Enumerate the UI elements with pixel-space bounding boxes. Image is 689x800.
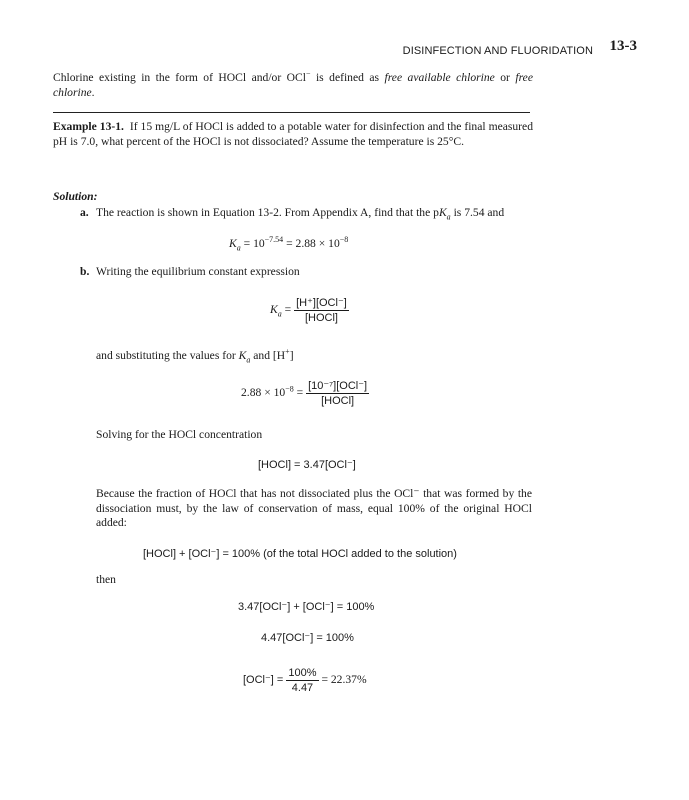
equation-ocl-result: [OCl⁻] = $\frac{100\%}{4.47}$ = 22.37% [243,667,367,694]
equation-ka-value: $K_a = 10^{-7.54} = 2.88 \times 10^{-8}$ [229,235,349,253]
result-fraction [286,666,318,695]
running-header-section: DISINFECTION AND FLUORIDATION [402,45,593,57]
result-fraction-numerator: 100% [288,667,317,679]
example-text: If 15 mg/L of HOCl is added to a potable water for disinfection and the final measured pH is 7.0, what percent of the HOCl is not dissociated? Assume the temperature is 25°C. [53,120,533,148]
equation-ka-expression: $K_a$ = $\frac{\text{[H⁺][OCl⁻]}}{\text{[HOCl]}}$ [270,297,347,324]
equation-combined: 4.47[OCl⁻] = 100% [261,632,354,644]
result-fraction-denominator: 4.47 [291,682,314,694]
equation-mass-balance: [HOCl] + [OCl⁻] = 100% (of the total HOCl added to the solution) [143,548,457,560]
substituted-fraction-numerator: [10⁻⁷][OCl⁻] [308,380,368,392]
ka-fraction [294,296,349,325]
solving-text: Solving for the HOCl concentration [96,428,263,441]
step-b-label: b. [80,265,90,278]
solution-heading: Solution: [53,190,98,203]
equation-hocl-concentration: [HOCl] = 3.47[OCl⁻] [258,459,356,471]
substituted-fraction-denominator: [HOCl] [321,395,355,407]
substitution-text: and substituting the values for $K_a$ and [H+] [96,347,294,365]
example-rule [53,112,530,113]
page-number: 13-3 [609,38,637,54]
step-a-label: a. [80,206,89,219]
intro-paragraph: Chlorine existing in the form of HOCl and/or OCl− is defined as free available chlorine or free chlorine. [53,69,533,99]
equation-substituted: $2.88 \times 10^{-8}$ = $\frac{\text{[10⁻⁷][OCl⁻]}}{\text{[HOCl]}}$ [241,380,368,407]
step-b-text: Writing the equilibrium constant expression [96,265,300,278]
example-paragraph [53,120,533,149]
ka-fraction-denominator: [HOCl] [304,312,338,324]
substituted-fraction [306,379,369,408]
step-a-text: The reaction is shown in Equation 13-2. From Appendix A, find that the $pK_a$ is 7.54 and [96,206,505,222]
equation-sum: 3.47[OCl⁻] + [OCl⁻] = 100% [238,601,375,613]
example-label: Example 13-1. [53,120,124,133]
then-text: then [96,573,116,586]
because-paragraph: Because the fraction of HOCl that has not dissociated plus the OCl⁻ that was formed by the dissociation must, by the law of conservation of mass, equal 100% of the original HOCl added: [96,487,532,529]
ka-fraction-numerator: [H⁺][OCl⁻] [296,297,347,309]
term-free-available-chlorine: free available chlorine [384,71,495,84]
term-free-chlorine: free chlorine [53,71,533,99]
